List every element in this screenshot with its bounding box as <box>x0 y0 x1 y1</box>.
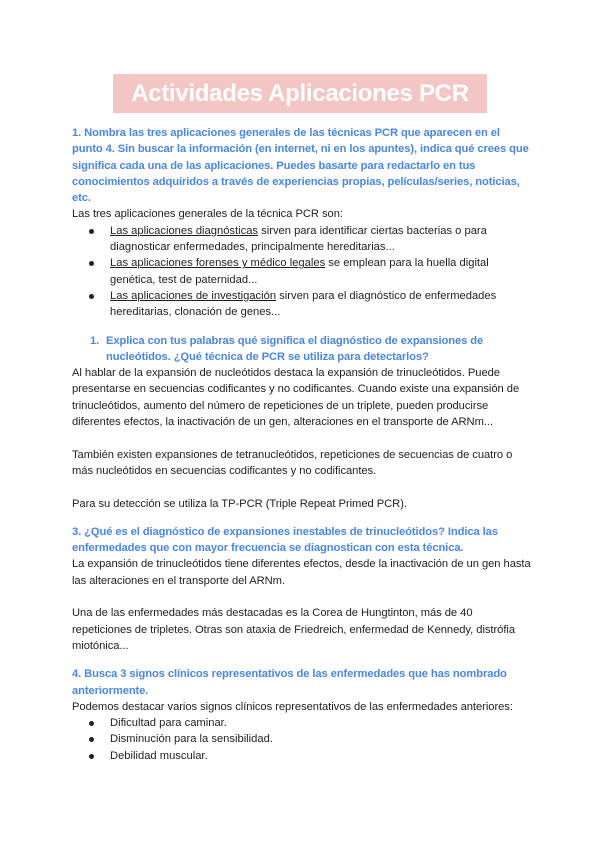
q3-paragraph-2: Una de las enfermedades más destacadas es la Corea de Hungtinton, más de 40 repeticiones de tripletes. Otras son ataxia de Friedreich, enfermedad de Kennedy, distrófia miotónica... <box>72 607 515 652</box>
q2-paragraph-3: Para su detección se utiliza la TP-PCR (Triple Repeat Primed PCR). <box>72 497 407 510</box>
list-item-text: sirven para el diagnóstico de enfermedades hereditarias, clonación de genes... <box>110 289 497 319</box>
question-4: 4. Busca 3 signos clínicos representativos de las enfermedades que has nombrado anteriormente. <box>72 668 507 697</box>
bullet-icon <box>89 737 94 742</box>
list-item-link[interactable]: Las aplicaciones de investigación <box>110 289 277 302</box>
list-item-link[interactable]: Las aplicaciones diagnósticas <box>110 224 259 237</box>
question-2-text: Explica con tus palabras qué significa el diagnóstico de expansiones de nucleótidos. ¿Qué técnica de PCR se utiliza para detectarlos? <box>106 334 484 363</box>
q3-paragraph-1: La expansión de trinucleótidos tiene diferentes efectos, desde la inactivación de un gen hasta las alteraciones en el transporte del ARNm. <box>72 558 531 587</box>
list-item <box>72 223 532 256</box>
list-item <box>72 255 532 288</box>
question-3: 3. ¿Qué es el diagnóstico de expansiones inestables de trinucleótidos? Indica las enfermedades que con mayor frecuencia se diagnostican con esta técnica. <box>72 525 498 555</box>
list-item-text: sirven para identificar ciertas bacterias o para diagnosticar enfermedades, principalmente hereditarias... <box>110 224 487 254</box>
list-item <box>72 288 532 321</box>
bullet-icon <box>89 754 94 759</box>
list-item <box>72 715 532 731</box>
document-body <box>72 125 532 764</box>
question-1: 1. Nombra las tres aplicaciones generales de las técnicas PCR que aparecen en el punto 4. Sin buscar la información (en internet, ni en los apuntes), indica qué crees que significa cada una de las aplicaciones. Puedes basarte para redactarlo en tus conocimientos adquiridos a través de experiencias propias, películas/series, noticias, etc. <box>72 127 529 205</box>
list-item-text: Disminución para la sensibilidad. <box>110 733 273 746</box>
q1-intro: Las tres aplicaciones generales de la técnica PCR son: <box>72 208 343 221</box>
list-item-text: se emplean para la huella digital genética, test de paternidad... <box>110 257 489 286</box>
q2-paragraph-2: También existen expansiones de tetranucleótidos, repeticiones de secuencias de cuatro o más nucleótidos en secuencias codificantes y no codificantes. <box>72 448 513 477</box>
document-title: Actividades Aplicaciones PCR <box>113 74 487 113</box>
q4-list <box>72 715 532 764</box>
list-item-link[interactable]: Las aplicaciones forenses y médico legales <box>110 257 326 270</box>
bullet-icon <box>89 721 94 726</box>
q4-intro: Podemos destacar varios signos clínicos representativos de las enfermedades anteriores: <box>72 700 513 713</box>
list-item-text: Dificultad para caminar. <box>110 717 227 730</box>
q2-paragraph-1: Al hablar de la expansión de nucleótidos destaca la expansión de trinucleótidos. Puede presentarse en secuencias codificantes y no codificantes. Cuando existe una expansión de trinucleótidos, aumento del número de repeticiones de un triplete, pueden producirse diferentes efectos, la inactivación de un gen, alteraciones en el transporte de ARNm... <box>72 367 520 429</box>
list-item <box>72 748 532 764</box>
bullet-icon <box>89 229 94 234</box>
list-item <box>72 731 532 747</box>
bullet-icon <box>89 294 94 299</box>
q1-list <box>72 223 532 321</box>
question-2-number: 1. <box>90 334 100 347</box>
title-container <box>0 74 600 113</box>
bullet-icon <box>89 261 94 266</box>
list-item-text: Debilidad muscular. <box>110 749 208 762</box>
question-2 <box>72 333 532 366</box>
